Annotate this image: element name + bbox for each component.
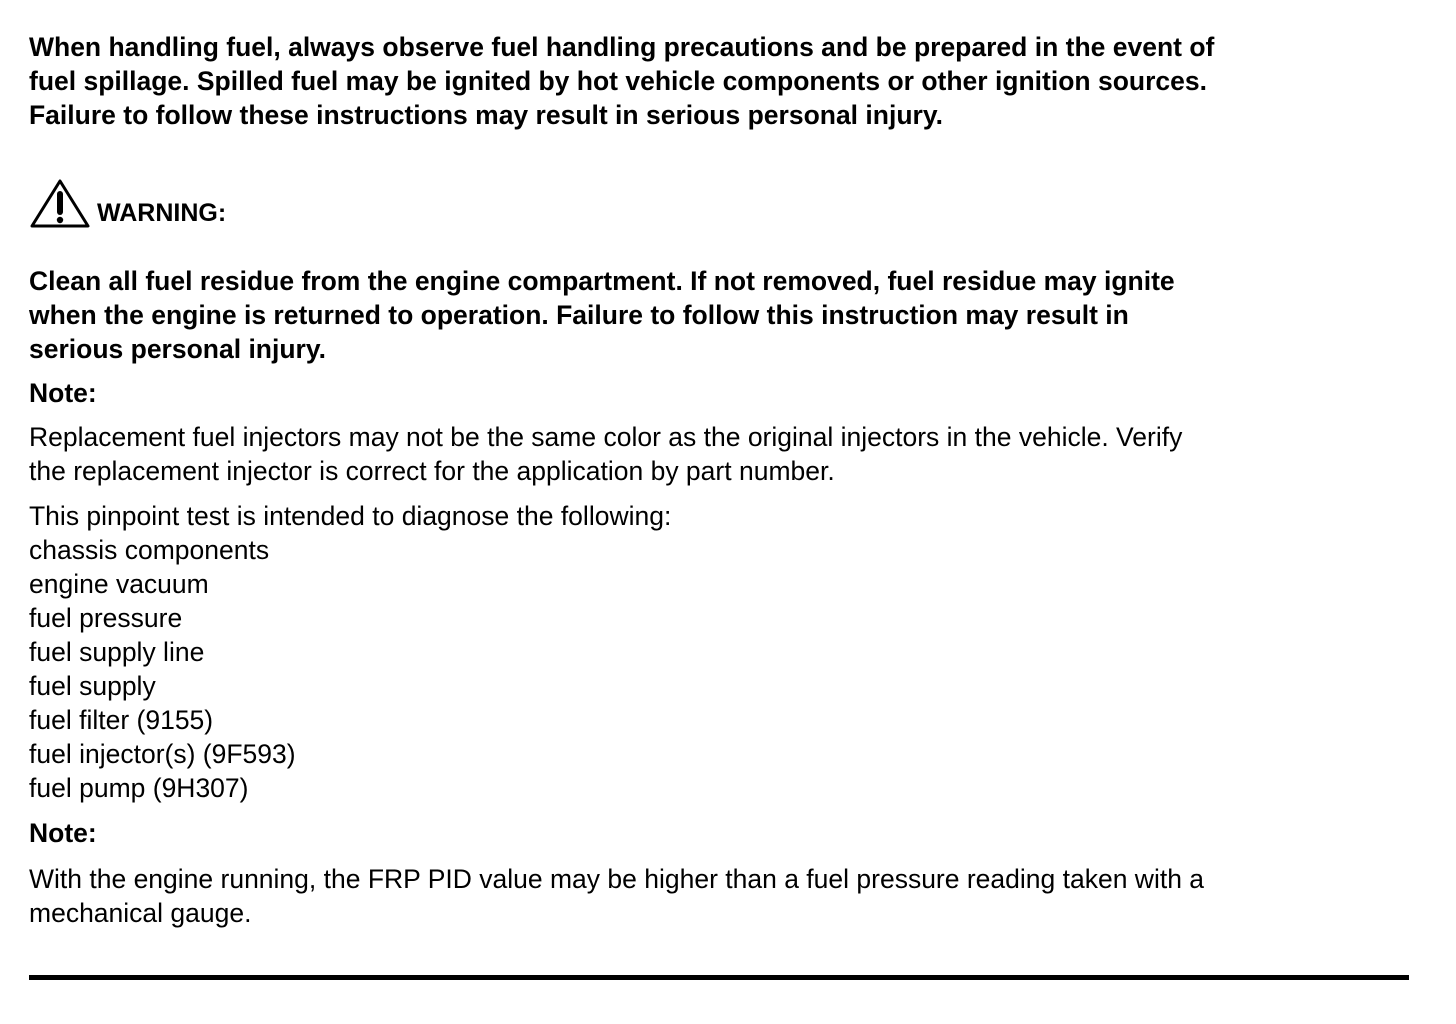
note-line: With the engine running, the FRP PID value may be higher than a fuel pressure reading taken with a: [29, 864, 1205, 894]
list-item: fuel supply: [29, 671, 156, 701]
frp-pid-note: [29, 862, 1424, 930]
list-item: engine vacuum: [29, 569, 209, 599]
fuel-residue-warning: [29, 264, 1424, 366]
warning-triangle-icon: [29, 178, 91, 230]
warning-label: WARNING:: [97, 199, 227, 227]
fuel-handling-caution: [29, 30, 1424, 132]
warning-heading: [29, 170, 226, 230]
list-item: fuel pump (9H307): [29, 773, 249, 803]
bottom-divider: [29, 975, 1409, 980]
list-item: fuel supply line: [29, 637, 205, 667]
note-line: Replacement fuel injectors may not be the same color as the original injectors in the vehicle. Verify: [29, 422, 1183, 452]
note-line: mechanical gauge.: [29, 898, 252, 928]
list-item: chassis components: [29, 535, 270, 565]
warning-line: when the engine is returned to operation. Failure to follow this instruction may result in: [29, 300, 1129, 330]
list-item: fuel injector(s) (9F593): [29, 739, 296, 769]
warning-line: serious personal injury.: [29, 334, 326, 364]
note-label: Note:: [29, 378, 97, 408]
injector-note: [29, 420, 1424, 488]
pinpoint-intro: This pinpoint test is intended to diagnose the following:: [29, 501, 672, 531]
list-item: fuel filter (9155): [29, 705, 214, 735]
note-line: the replacement injector is correct for the application by part number.: [29, 456, 835, 486]
caution-line: Failure to follow these instructions may result in serious personal injury.: [29, 100, 943, 130]
pinpoint-test-list: [29, 499, 1424, 805]
caution-line: When handling fuel, always observe fuel handling precautions and be prepared in the event of: [29, 32, 1215, 62]
caution-line: fuel spillage. Spilled fuel may be ignited by hot vehicle components or other ignition sources.: [29, 66, 1207, 96]
list-item: fuel pressure: [29, 603, 183, 633]
warning-line: Clean all fuel residue from the engine compartment. If not removed, fuel residue may ignite: [29, 266, 1175, 296]
note-label: Note:: [29, 818, 97, 848]
